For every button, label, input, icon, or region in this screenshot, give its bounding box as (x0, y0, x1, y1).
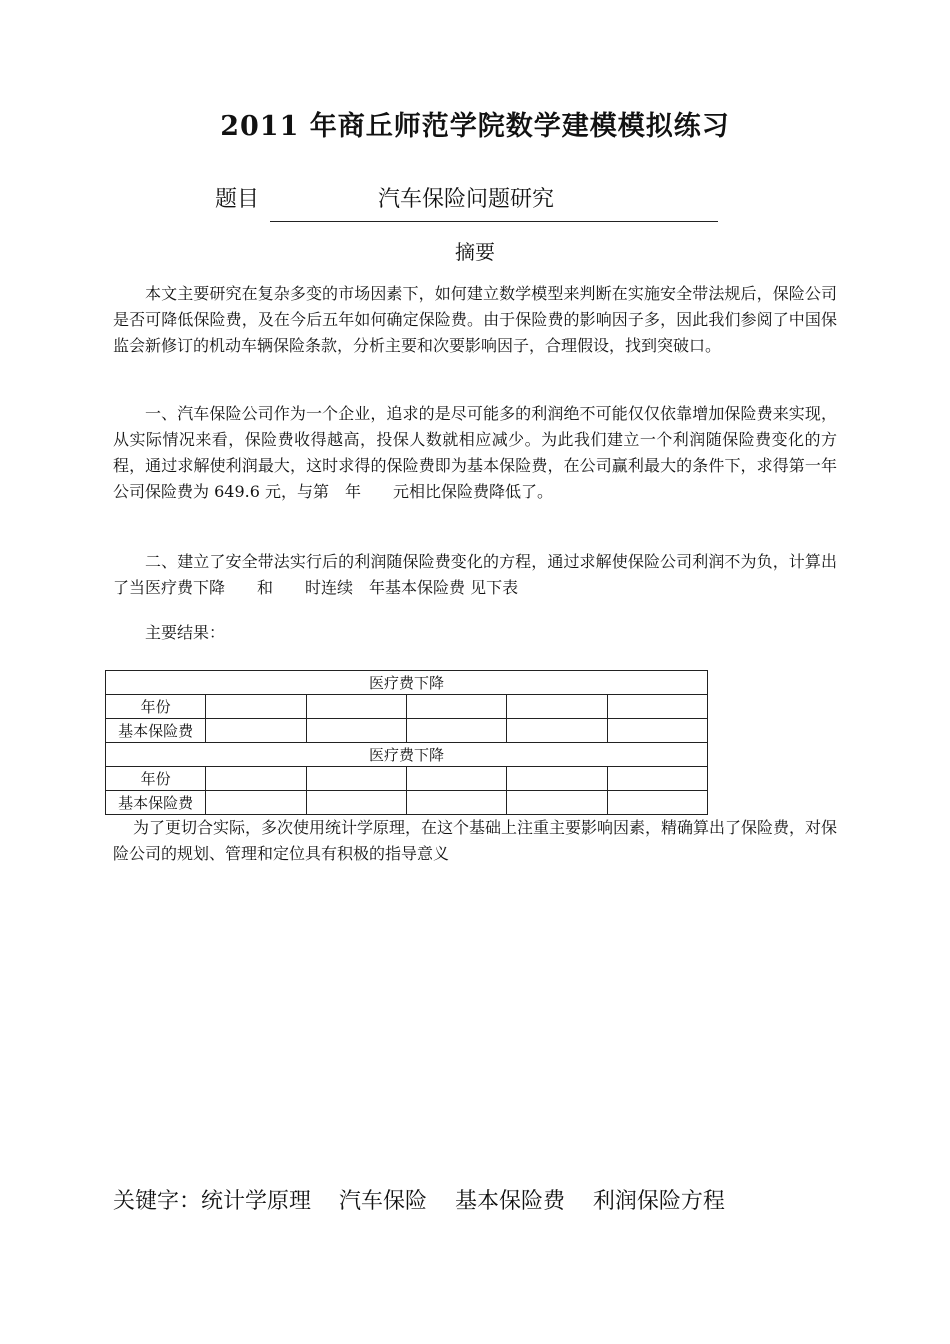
table-cell (406, 767, 506, 791)
table-row (106, 743, 708, 767)
table-row (106, 719, 708, 743)
results-table (105, 670, 708, 815)
table-cell (206, 767, 306, 791)
table-cell (607, 791, 707, 815)
page-title: 2011 年商丘师范学院数学建模模拟练习 (220, 111, 730, 142)
table-row (106, 767, 708, 791)
table-row (106, 671, 708, 695)
table-cell (507, 719, 607, 743)
table-cell (406, 719, 506, 743)
abstract-heading: 摘要 (455, 240, 495, 264)
topic-text: 汽车保险问题研究 (378, 187, 555, 212)
row-header-year: 年份 (106, 695, 206, 719)
abstract-paragraph-2: 一、汽车保险公司作为一个企业，追求的是尽可能多的利润绝不可能仅仅依靠增加保险费来实现，从实际情况来看，保险费收得越高，投保人数就相应减少。为此我们建立一个利润随保险费变化的方程，通过求解使利润最大，这时求得的保险费即为基本保险费，在公司赢利最大的条件下，求得第一年公司保险费为 649.6 元，与第 年 元相比保险费降低了。 (113, 404, 837, 501)
table-cell (306, 719, 406, 743)
table-cell (306, 695, 406, 719)
topic-label: 题目 (215, 187, 260, 212)
table-cell (306, 767, 406, 791)
table-row (106, 791, 708, 815)
conclusion-paragraph: 为了更切合实际，多次使用统计学原理，在这个基础上注重主要影响因素，精确算出了保险费，对保险公司的规划、管理和定位具有积极的指导意义 (113, 818, 838, 863)
row-header-fee: 基本保险费 (106, 719, 206, 743)
abstract-paragraph-1: 本文主要研究在复杂多变的市场因素下，如何建立数学模型来判断在实施安全带法规后，保险公司是否可降低保险费，及在今后五年如何确定保险费。由于保险费的影响因子多，因此我们参阅了中国保监会新修订的机动车辆保险条款，分析主要和次要影响因子，合理假设，找到突破口。 (113, 284, 837, 355)
table-cell (306, 791, 406, 815)
table-cell (206, 695, 306, 719)
table-row (106, 695, 708, 719)
section-caption: 医疗费下降 (106, 743, 708, 767)
section-caption: 医疗费下降 (106, 671, 708, 695)
topic-underline (270, 221, 718, 222)
keywords-line: 关键字：统计学原理 汽车保险 基本保险费 利润保险方程 (113, 1189, 725, 1214)
row-header-fee: 基本保险费 (106, 791, 206, 815)
row-header-year: 年份 (106, 767, 206, 791)
table-cell (206, 719, 306, 743)
table-cell (607, 695, 707, 719)
table-cell (607, 719, 707, 743)
table-cell (507, 791, 607, 815)
table-cell (607, 767, 707, 791)
table-cell (206, 791, 306, 815)
table-cell (406, 791, 506, 815)
abstract-paragraph-3: 二、建立了安全带法实行后的利润随保险费变化的方程，通过求解使保险公司利润不为负，计算出了当医疗费下降 和 时连续 年基本保险费 见下表 (113, 552, 837, 597)
table-cell (507, 695, 607, 719)
table-cell (507, 767, 607, 791)
main-results-label: 主要结果： (145, 623, 226, 642)
table-cell (406, 695, 506, 719)
